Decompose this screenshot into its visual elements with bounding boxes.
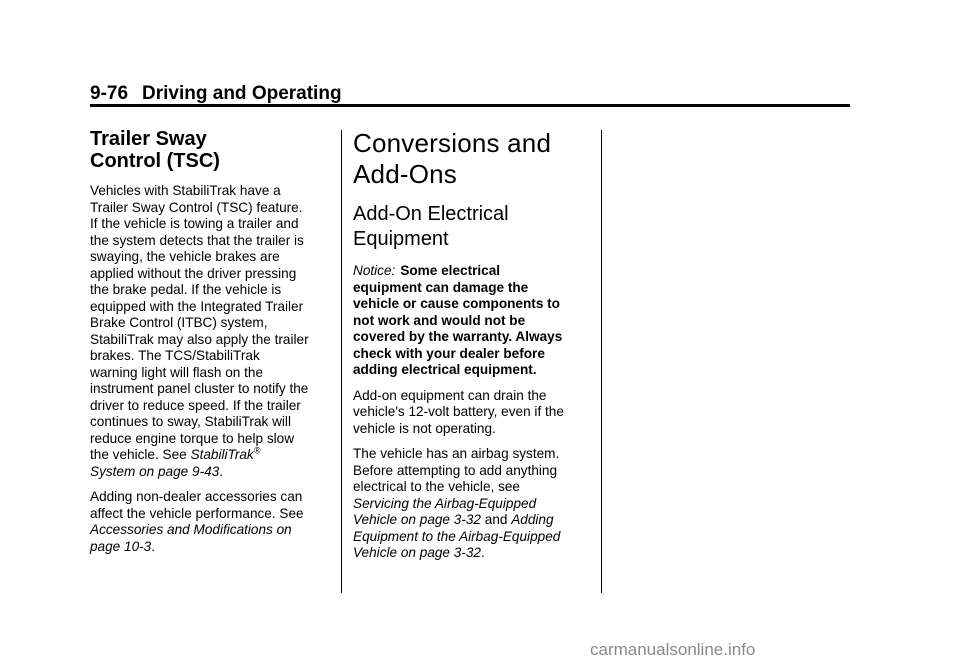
airbag-paragraph (353, 446, 593, 562)
text-line: StabiliTrak may also apply the trailer (90, 331, 309, 347)
watermark: carmanualsonline.info (590, 640, 756, 659)
notice-text: equipment can damage the (353, 279, 529, 295)
notice-paragraph (353, 263, 593, 379)
text-line: applied without the driver pressing (90, 265, 297, 281)
adding-equipment-link-text: Adding (511, 512, 554, 527)
text-line: the system detects that the trailer is (90, 232, 304, 248)
text-line: vehicle is not operating. (353, 420, 496, 436)
accessories-link[interactable] (90, 522, 292, 554)
text-line: brakes. The TCS/StabiliTrak (90, 348, 260, 363)
notice-label: Notice: (353, 263, 396, 278)
period: . (480, 545, 485, 560)
battery-paragraph (353, 388, 593, 438)
electrical-subheading-line1: Add-On Electrical (353, 203, 509, 225)
notice-text: covered by the warranty. Always (353, 329, 563, 344)
page-header (90, 82, 850, 106)
text-line: Brake Control (ITBC) system, (90, 315, 268, 330)
text-line: electrical to the vehicle, see (353, 479, 520, 494)
text-line: Vehicles with StabiliTrak have a (90, 183, 281, 198)
tsc-paragraph-1 (90, 183, 335, 480)
page-number: 9-76 (90, 83, 129, 104)
text-line: If the vehicle is towing a trailer and (90, 216, 299, 231)
column-divider-2 (601, 130, 602, 593)
tsc-heading-line1: Trailer Sway (90, 128, 207, 150)
text-line: vehicle's 12-volt battery, even if the (353, 404, 564, 419)
and-word: and (480, 512, 512, 527)
text-line: equipped with the Integrated Trailer (90, 298, 304, 314)
electrical-subheading-line2: Equipment (353, 228, 449, 250)
notice-text: check with your dealer before (353, 345, 545, 361)
section-title: Driving and Operating (142, 83, 342, 104)
period: . (151, 538, 156, 554)
text-line: swaying, the vehicle brakes are (90, 249, 280, 264)
text-line: The vehicle has an airbag system. (353, 446, 560, 461)
column-divider-1 (341, 130, 342, 593)
text-line: warning light will flash on the (90, 364, 264, 380)
text-line: reduce engine torque to help slow (90, 430, 295, 446)
registered-mark: ® (253, 445, 261, 456)
notice-text: adding electrical equipment. (353, 362, 537, 377)
column-middle (353, 128, 593, 562)
text-line: the brake pedal. If the vehicle is (90, 282, 282, 297)
adding-equipment-link-text-2: Equipment to the Airbag-Equipped (353, 528, 561, 544)
conversions-title-line2: Add-Ons (353, 159, 458, 189)
adding-equipment-link-text-3: Vehicle on page 3-32 (353, 545, 481, 560)
stabilitrak-link-text: StabiliTrak (190, 447, 254, 462)
text-line: Add-on equipment can drain the (353, 387, 547, 403)
conversions-title-line1: Conversions and (353, 128, 552, 158)
stabilitrak-link-text-2: System on page 9-43 (90, 463, 220, 479)
column-left (90, 128, 335, 555)
header-rule (90, 104, 850, 107)
text-line: Trailer Sway Control (TSC) feature. (90, 199, 303, 215)
text-line: instrument panel cluster to notify the (90, 381, 309, 396)
text-line: Adding non-dealer accessories can (90, 489, 303, 504)
tsc-heading-line2: Control (TSC) (90, 150, 220, 172)
header-text (90, 82, 850, 106)
electrical-subheading (353, 202, 593, 252)
text-line: Before attempting to add anything (353, 462, 558, 478)
tsc-paragraph-2 (90, 489, 335, 555)
notice-text: not work and would not be (353, 312, 526, 328)
text-line: the vehicle. See (90, 447, 191, 462)
text-line: continues to sway, StabiliTrak will (90, 414, 291, 429)
accessories-link-text-2: page 10-3 (90, 538, 152, 554)
servicing-airbag-link-text: Servicing the Airbag-Equipped (353, 495, 537, 511)
notice-text: Some electrical (400, 263, 501, 278)
text-line: driver to reduce speed. If the trailer (90, 397, 301, 413)
servicing-airbag-link-text-2: Vehicle on page 3-32 (353, 512, 481, 527)
notice-text: vehicle or cause components to (353, 296, 560, 311)
text-line: affect the vehicle performance. See (90, 505, 304, 521)
conversions-title (353, 128, 593, 190)
tsc-heading (90, 128, 335, 172)
accessories-link-text: Accessories and Modifications on (90, 522, 292, 537)
period: . (219, 463, 224, 479)
